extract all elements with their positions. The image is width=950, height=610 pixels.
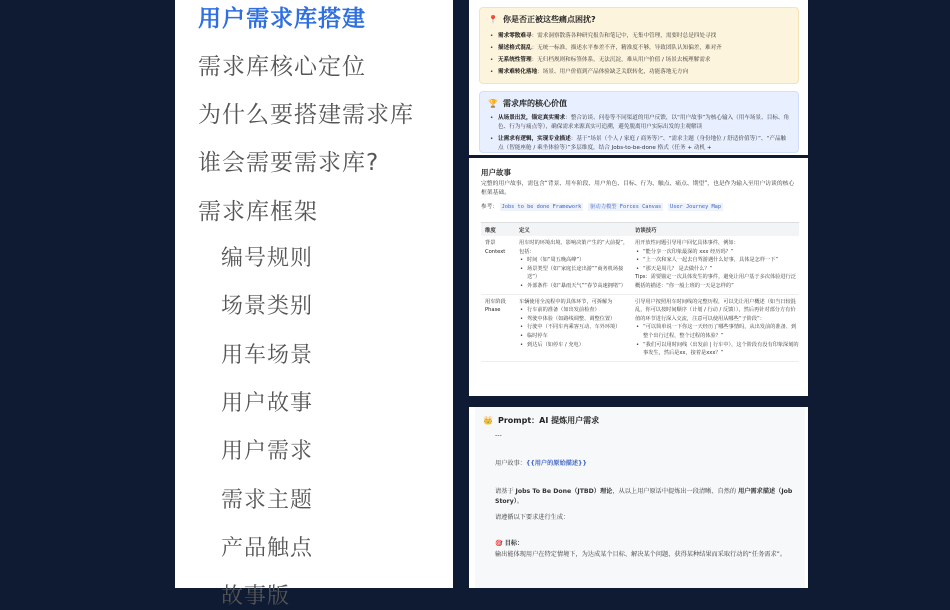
outline-panel (175, 0, 453, 609)
instruction-text: ，从以上用户原话中提炼出一段清晰、自然的 (612, 488, 739, 495)
doc-panel-user-story (469, 158, 808, 396)
outline-item[interactable]: 场景类别 (221, 294, 314, 319)
outline-item[interactable]: 用户需求 (221, 439, 314, 464)
core-value-header (488, 98, 790, 109)
core-value-title: 需求库的核心价值 (502, 99, 567, 108)
outline-item[interactable]: 编号规则 (221, 246, 314, 271)
outline-item[interactable]: 需求库框架 (198, 199, 318, 225)
instruction-bold: 用户需求描述（Job Story） (495, 488, 793, 505)
core-value-text: ：基于“场景（个人 / 家庭 / 商务等）”、“需求主题（身份地位 / 舒适价值等）”、“产品触点（智能座舱 / 乘坐体验等）”多层维度，结合 Jobs-to-be-done 格式（任务 + 动机 + (498, 136, 787, 151)
definition-item: • 临时停车 (519, 332, 631, 341)
pain-point-item (488, 66, 790, 78)
user-story-intro: 完整的用户故事，需包含“背景、用车阶段、用户角色、目标、行为、触点、痛点、期望”，也是作为输入至用户访谈的核心框架基础。 (481, 181, 795, 196)
definition-item: • 场景类型（如“家庭长途出游”“商务机场接送”） (519, 265, 631, 282)
pain-point-text: ：无统一标准，描述水平参差不齐，精准度不够，导致团队认知偏差，难对齐 (531, 45, 722, 51)
pain-points-title: 你是否正被这些痛点困扰? (502, 15, 596, 24)
definition-text: 车辆使用全流程中的具体环节，可拆解为 (519, 298, 613, 305)
pain-points-list (488, 30, 790, 78)
pain-point-text: ：无归档规则和标签体系，无法沉淀，难从用户价值 / 场景去梳理解需求 (531, 57, 711, 63)
tip-item: • “我们可以用时间线（出发前 | 行车中），这个阶段有没有印象深刻的事发生，然后是xx，接着是xxx？” (635, 341, 799, 358)
prompt-title-row (483, 415, 797, 426)
pain-points-callout (479, 7, 799, 84)
pain-point-key: 需求难转化落地 (498, 69, 538, 75)
tips-cell (631, 298, 799, 358)
outline-item[interactable]: 需求主题 (221, 488, 314, 513)
column-header: 定义 (519, 227, 530, 234)
definition-item: • 驾驶中体验（如路线调整、调整位置） (519, 315, 631, 324)
definition-list (519, 306, 631, 349)
definition-item: • 时间（如“周五晚高峰”） (519, 256, 631, 265)
tip-item: • “那天是周几？ 是去做什么？” (635, 265, 799, 274)
outline-item[interactable]: 用车场景 (221, 343, 314, 368)
prompt-block (475, 407, 805, 588)
core-value-item (488, 114, 790, 132)
core-value-list (488, 114, 790, 153)
outline-item[interactable]: 需求库核心定位 (198, 54, 366, 80)
references-row (481, 202, 726, 210)
tip-extra: Tips：需要锚定一次具体发生的事件，避免让用户基于多次体验进行泛概括的描述：“你一般上班的一天是怎样的” (635, 274, 796, 289)
prompt-goal-text: 输出能体现用户在特定情境下，为达成某个目标、解决某个问题、获得某种结果而采取行动的“任务需求”。 (495, 551, 787, 558)
definition-item: • 到达后（如停车 / 充电） (519, 341, 631, 350)
definition-list (519, 256, 631, 290)
tip-list (635, 248, 799, 274)
definition-item: • 行车前的准备（如出发前检查） (519, 306, 631, 315)
outline-item[interactable]: 产品触点 (221, 536, 314, 561)
prompt-dashes: --- (495, 432, 502, 439)
outline-item[interactable]: 故事版 (221, 584, 291, 609)
pin-icon: 📍 (488, 15, 498, 24)
table-header (481, 223, 799, 236)
goal-label: 目标： (504, 540, 524, 547)
instruction-text: 。 (516, 498, 524, 505)
tip-item: • “能分享一次印象最深的 xxx 经历吗？” (635, 248, 799, 257)
pain-point-text: ：需求洞察散落各种研究报告和笔记中，无集中管理，需要时总是四处寻找 (531, 33, 717, 39)
trophy-icon: 🏆 (488, 99, 498, 108)
instruction-text: 请基于 (495, 488, 516, 495)
outline-item[interactable]: 用户故事 (221, 391, 314, 416)
prompt-goal-label (495, 539, 795, 549)
pain-point-key: 描述格式混乱 (498, 45, 532, 51)
column-header: 维度 (485, 227, 496, 234)
tip-list (635, 323, 799, 357)
definition-item: • 行驶中（不同车内乘客互动、车外环境） (519, 323, 631, 332)
pain-point-text: ：场景、用户价值到产品体验缺乏关联转化，功能落地无方向 (537, 69, 689, 75)
table-row (481, 295, 799, 362)
reference-link[interactable]: Jobs to be done Framework (501, 204, 582, 210)
core-value-key: 从场景出发，锚定真实需求 (498, 115, 566, 121)
story-label: 用户故事： (495, 460, 526, 467)
definition-cell (515, 298, 631, 358)
pain-point-key: 需求零散难寻 (498, 33, 532, 39)
reference-link[interactable]: 驱动力模型 Forces Canvas (590, 204, 662, 210)
story-placeholder: {{用户的原始描述}} (525, 460, 587, 467)
tip-item: • “可以简单说一下你这一天经历了哪些事情吗，从出发前的准备、到整个出行过程，整个过程的体验？” (635, 323, 799, 340)
core-value-callout (479, 91, 799, 153)
prompt-title: Prompt：AI 提炼用户需求 (497, 416, 600, 425)
prompt-story-line (495, 459, 795, 469)
dimension-cell: 背景 Context (485, 240, 506, 255)
core-value-item (488, 135, 790, 153)
user-story-heading: 用户故事 (481, 168, 511, 177)
dimension-cell: 用车阶段 Phase (485, 298, 506, 314)
target-icon: 🎯 (495, 540, 503, 547)
doc-panel-pain-points (469, 0, 808, 155)
definition-cell (515, 239, 631, 291)
pain-point-item (488, 30, 790, 42)
definition-text: 用车时的环境出境、影响决策产生的“大前提”，包括： (519, 240, 629, 255)
table-row (481, 236, 799, 295)
prompt-instruction (495, 487, 795, 507)
outline-item[interactable]: 用户需求库搭建 (198, 6, 366, 32)
reference-link[interactable]: User Journey Map (670, 204, 722, 210)
crown-icon: 👑 (483, 416, 493, 425)
column-header: 访谈技巧 (635, 227, 657, 234)
pain-point-item (488, 42, 790, 54)
instruction-bold: Jobs To Be Done（JTBD）理论 (515, 488, 613, 495)
outline-item[interactable]: 为什么要搭建需求库 (198, 102, 414, 128)
tip-text: 用开放性问题引导用户回忆具体事件，例如： (635, 240, 739, 246)
references-label: 参考： (481, 204, 498, 210)
doc-panel-prompt (469, 407, 808, 588)
outline-item[interactable]: 谁会需要需求库? (198, 150, 380, 176)
user-story-table (481, 222, 799, 362)
pain-points-header (488, 14, 790, 25)
core-value-text: ：整合访谈、问卷等不同渠道的用户反馈，以“用户故事”为核心输入（用车场景、目标、角色、行为与痛点等），确保需求来源真实可追溯，避免脱离用户实际出发的主观解读 (498, 115, 790, 130)
definition-item: • 外部条件（如“暴雨天气”“春节高速拥堵”） (519, 282, 631, 291)
tip-item: • “上一次和家人一起去自驾游遇什么好事，具体是怎样一下” (635, 256, 799, 265)
tips-cell (631, 239, 799, 291)
pain-point-item (488, 54, 790, 66)
core-value-key: 让需求有逻辑，实现专业描述 (498, 136, 571, 142)
pain-point-key: 无系统性管理 (498, 57, 532, 63)
tip-text: 引导用户按照用车时间线的完整历程，可以先让用户概述（如当日较混乱，你可以按时间顺序（计划 / 行动 / 反馈）），然后再针对部分方有价值的环节进行深入交流，注意可以使用从哪些“子阶段”： (635, 298, 796, 322)
prompt-requirement: 请遵循以下要求进行生成： (495, 514, 570, 521)
